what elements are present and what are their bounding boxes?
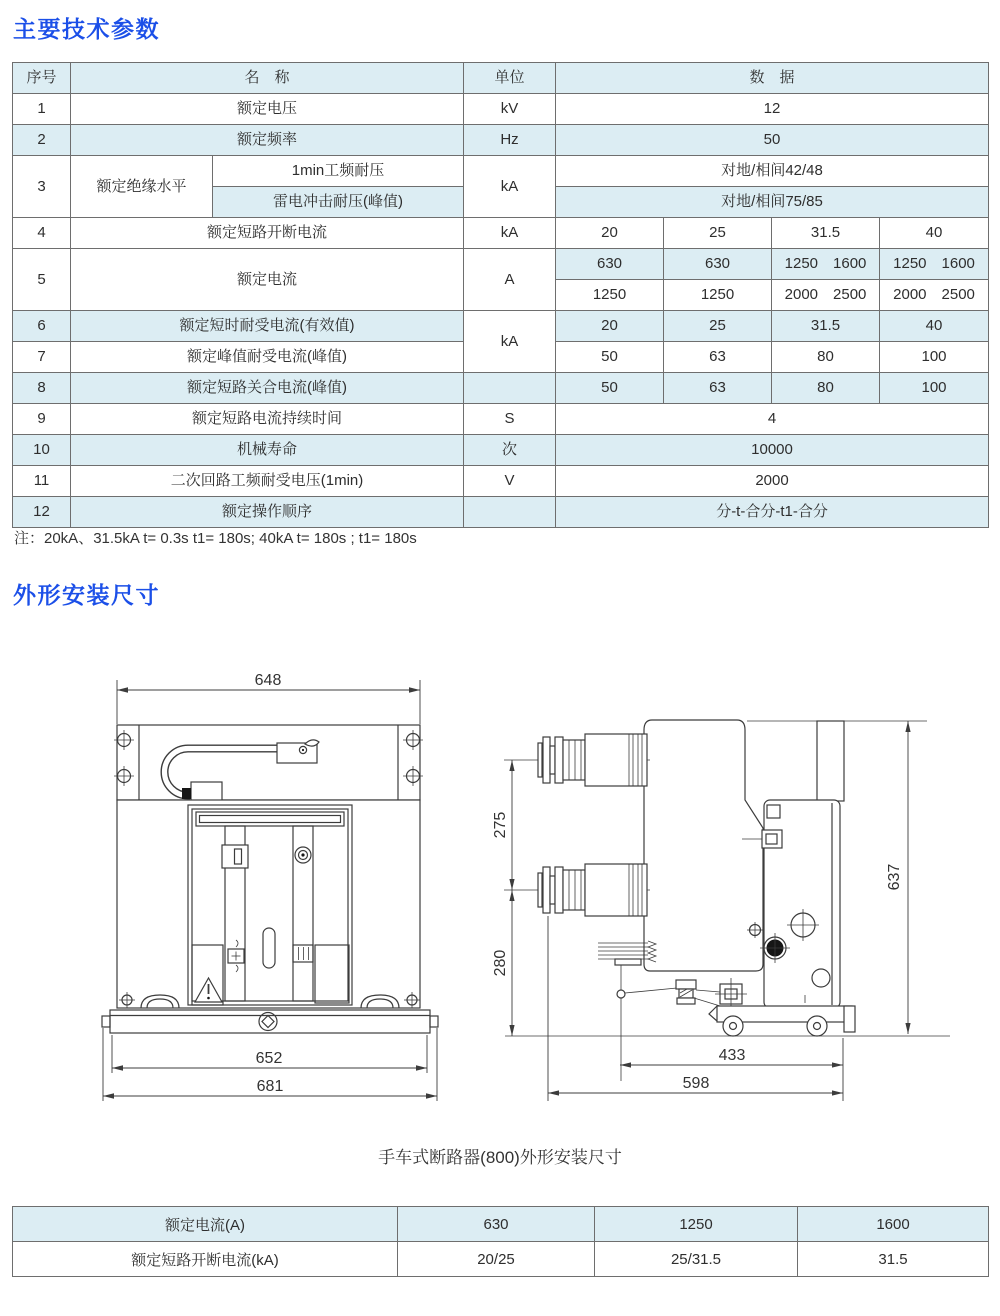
table-row [13,125,989,156]
cell-data: 50 [556,342,664,373]
table-row [13,435,989,466]
cell-name: 额定绝缘水平 [71,156,213,218]
cell-unit: kA [464,156,556,218]
drawing-caption: 手车式断路器(800)外形安装尺寸 [378,1148,622,1167]
cell-no: 3 [13,156,71,218]
table-header-row [13,63,989,94]
cell-unit: 次 [464,435,556,466]
cell-no: 4 [13,218,71,249]
side-view-drawing [480,690,960,1115]
table-row [13,156,989,187]
cell-name: 额定短路开断电流 [71,218,464,249]
truck-base [709,1006,855,1036]
dimension-280 [492,890,515,1036]
header-unit: 单位 [464,63,556,94]
cell-data: 12 [556,94,989,125]
page-title-main-parameters: 主要技术参数 [13,16,160,42]
table-row [13,497,989,528]
cell-data: 100 [880,342,989,373]
header-no: 序号 [13,63,71,94]
cell-data: 1250 [556,280,664,311]
wheel [807,1016,827,1036]
cell-name: 机械寿命 [71,435,464,466]
cell-unit: S [464,404,556,435]
cell-no: 12 [13,497,71,528]
cell-data: 630 [398,1207,595,1242]
rating-table [12,1206,989,1277]
dim-label-648: 648 [254,672,282,689]
cell-name: 二次回路工频耐受电压(1min) [71,466,464,497]
cell-data: 分-t-合分-t1-合分 [556,497,989,528]
lower-bushing [504,864,650,916]
cell-data: 对地/相间75/85 [556,187,989,218]
cell-data: 2000 2500 [880,280,989,311]
breaker-body [117,800,420,1008]
table-row [13,249,989,280]
cell-unit: kA [464,311,556,373]
cell-data: 25/31.5 [595,1242,798,1277]
cell-no: 11 [13,466,71,497]
cell-label: 额定电流(A) [13,1207,398,1242]
table-row [13,404,989,435]
table-row [13,466,989,497]
cell-data: 10000 [556,435,989,466]
cell-data: 20 [556,218,664,249]
table-row [13,373,989,404]
cell-data: 1600 [798,1207,989,1242]
dimension-648 [117,672,420,724]
cell-no: 9 [13,404,71,435]
table-row [13,311,989,342]
rear-plate [817,721,844,801]
cell-data: 1250 [595,1207,798,1242]
cell-data: 630 [664,249,772,280]
cell-data: 25 [664,311,772,342]
cell-name: 额定短路关合电流(峰值) [71,373,464,404]
cell-data: 1250 [664,280,772,311]
cell-data: 20 [556,311,664,342]
cell-name: 额定操作顺序 [71,497,464,528]
table-row [13,1207,989,1242]
pivot-node [617,990,625,998]
spec-table [12,62,989,528]
dimension-275 [492,760,515,890]
cell-no: 8 [13,373,71,404]
base-plate [102,1010,438,1033]
cell-data: 25 [664,218,772,249]
cell-no: 10 [13,435,71,466]
cell-data: 2000 2500 [772,280,880,311]
cell-name: 额定短路电流持续时间 [71,404,464,435]
dim-label-637: 637 [886,863,903,891]
cell-data: 31.5 [772,218,880,249]
dim-label-652: 652 [255,1050,283,1067]
cell-data: 630 [556,249,664,280]
dim-label-681: 681 [256,1078,284,1095]
cell-name: 额定峰值耐受电流(峰值) [71,342,464,373]
table-row [13,218,989,249]
cell-subname: 1min工频耐压 [213,156,464,187]
cell-unit [464,497,556,528]
cell-data: 对地/相间42/48 [556,156,989,187]
cell-data: 80 [772,342,880,373]
cell-name: 额定电流 [71,249,464,311]
cell-data: 100 [880,373,989,404]
dimension-433 [620,1038,843,1101]
cell-data: 40 [880,218,989,249]
table-footnote: 注：20kA、31.5kA t= 0.3s t1= 180s; 40kA t= 180s ; t1= 180s [14,530,417,547]
cell-name: 额定频率 [71,125,464,156]
table-row [13,94,989,125]
cell-name: 额定电压 [71,94,464,125]
dimension-637 [886,721,911,1034]
cell-data: 1250 1600 [880,249,989,280]
cell-data: 63 [664,373,772,404]
cell-data: 2000 [556,466,989,497]
cell-unit: kV [464,94,556,125]
front-view-drawing [95,672,445,1115]
dim-label-433: 433 [718,1047,746,1064]
cell-no: 5 [13,249,71,311]
cell-name: 额定短时耐受电流(有效值) [71,311,464,342]
tank-body [644,720,763,971]
cell-data: 31.5 [772,311,880,342]
cell-unit: A [464,249,556,311]
cell-no: 7 [13,342,71,373]
cell-data: 50 [556,125,989,156]
dim-label-280: 280 [492,949,509,977]
header-data: 数 据 [556,63,989,94]
cell-data: 63 [664,342,772,373]
cell-unit: Hz [464,125,556,156]
cell-no: 6 [13,311,71,342]
cell-unit: kA [464,218,556,249]
header-name: 名 称 [71,63,464,94]
cell-no: 1 [13,94,71,125]
cell-data: 20/25 [398,1242,595,1277]
dimension-652 [112,1035,427,1073]
cell-unit [464,373,556,404]
wheel [723,1016,743,1036]
cell-data: 50 [556,373,664,404]
cell-unit: V [464,466,556,497]
cell-subname: 雷电冲击耐压(峰值) [213,187,464,218]
cell-data: 4 [556,404,989,435]
dim-label-275: 275 [492,811,509,839]
linkage [625,978,747,1010]
dim-label-598: 598 [682,1075,710,1092]
cell-data: 80 [772,373,880,404]
cell-no: 2 [13,125,71,156]
cell-data: 40 [880,311,989,342]
page-title-dimensions: 外形安装尺寸 [13,582,160,608]
upper-bushing [504,734,650,786]
table-row [13,1242,989,1277]
cell-data: 31.5 [798,1242,989,1277]
cell-label: 额定短路开断电流(kA) [13,1242,398,1277]
cell-data: 1250 1600 [772,249,880,280]
